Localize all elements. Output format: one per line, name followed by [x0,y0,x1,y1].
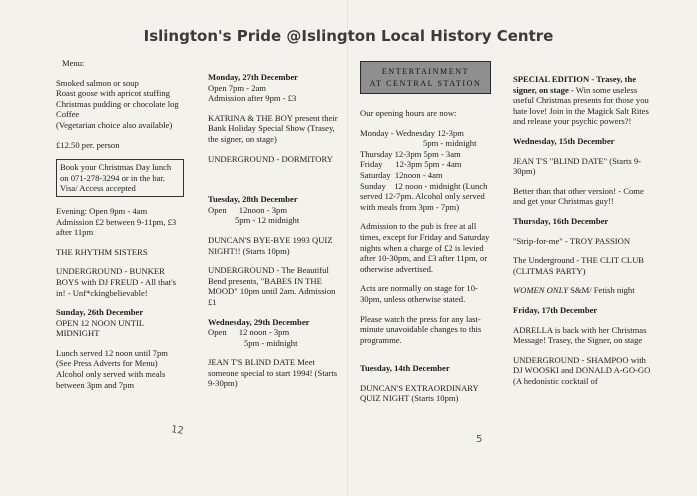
press-info: Please watch the press for any last-minute unavoidable changes to this programme. [360,313,482,345]
tuesday-hours-2: 5pm - 12 midnight [235,215,300,226]
tuesday-open-label: Open [208,204,227,215]
friday-17-act: ADRELLA is back with her Christmas Message! Trasey, the Signer, on stage [513,324,647,346]
monday-underground: UNDERGROUND - DORMITORY [208,153,333,164]
hours-mon-wed-evening: 5pm - midnight [423,138,477,149]
menu-label: Menu: [62,58,85,68]
special-text: - Win some useless useful Christmas presents for those you hate love! Join in the Magick Salt Rites and release your psychic powers?! [513,84,649,127]
underground-bunker: UNDERGROUND - BUNKER BOYS with DJ FREUD - All that's in! - Unf*ckingbelievable! [56,266,176,298]
wednesday-hours [208,327,338,338]
monday-admission: Admission after 9pm - £3 [208,93,297,104]
wednesday-heading: Wednesday, 29th December [208,316,310,327]
friday-17-heading: Friday, 17th December [513,304,598,315]
menu-price: £12.50 per. person [56,139,120,150]
tuesday-14-quiz: DUNCAN'S EXTRAORDINARY QUIZ NIGHT (Starts 10pm) [360,382,479,404]
banner-line-1: ENTERTAINMENT [381,66,470,76]
special-edition [513,74,655,127]
menu-item: (Vegetarian choice also available) [56,119,173,130]
wednesday-15-blind-date: JEAN T'S "BLIND DATE" (Starts 9-30pm) [513,155,641,177]
hours-saturday: Saturday 12noon - 4am [360,169,443,180]
friday-17-underground: UNDERGROUND - SHAMPOO with DJ WOOSKI and DONALD A-GO-GO (A hedonistic cocktail of [513,354,651,386]
tuesday-quiz: DUNCAN'S BYE-BYE 1993 QUIZ NIGHT!! (Starts 10pm) [208,234,333,256]
page-number-left: 12 [170,424,185,437]
monday-heading: Monday, 27th December [208,72,298,82]
hours-friday: Friday 12-3pm 5pm - 4am [360,159,462,170]
tuesday-14-heading: Tuesday, 14th December [360,363,450,374]
wednesday-hours-2: 5pm - midnight [244,337,298,348]
thursday-16-women-only [513,285,655,296]
tuesday-hours-1: 12noon - 3pm [238,204,287,215]
page-number-right: 5 [476,434,483,445]
sunday-open: OPEN 12 NOON UNTIL MIDNIGHT [56,317,144,339]
tuesday-heading: Tuesday, 28th December [208,194,298,205]
hours-sunday: Sunday 12 noon - midnight (Lunch served 12-7pm. Alcohol only served with meals from 3pm - 7pm) [360,180,490,212]
menu-item: Christmas pudding or chocolate log [56,98,179,109]
wednesday-15-text: Better than that other version! - Come and get your Christmas guy!! [513,185,644,207]
menu-item: Roast goose with apricot stuffing [56,88,170,99]
booking-box: Book your Christmas Day lunch on 071-278-3294 or in the bar. Visa/ Access accepted [56,159,184,197]
thursday-16-act: "Strip-for-me" - TROY PASSION [513,235,631,246]
menu-list [56,78,184,131]
wednesday-blind-date: JEAN T'S BLIND DATE Meet someone special to start 1994! (Starts 9-30pm) [208,357,338,389]
thursday-16-underground: The Underground - THE CLIT CLUB (CLITMAS PARTY) [513,255,645,276]
hours-thursday: Thursday 12-3pm 5pm - 3am [360,148,461,159]
banner-line-2: AT CENTRAL STATION [369,78,482,88]
thursday-16-heading: Thursday, 16th December [513,215,609,226]
wednesday-15-heading: Wednesday, 15th December [513,135,615,146]
column-christmas-day [56,58,184,399]
page-fold [347,0,348,496]
menu-item: Smoked salmon or soup [56,77,139,88]
act-rhythm-sisters: THE RHYTHM SISTERS [56,246,148,257]
hours-list [360,128,490,213]
hours-mon-wed: Monday - Wednesday 12-3pm [360,127,464,138]
women-only-label: WOMEN ONLY [513,285,568,296]
sunday-heading: Sunday, 26th December [56,307,144,318]
evening-info: Evening: Open 9pm - 4am Admission £2 between 9-11pm, £3 after 11pm [56,205,177,238]
column-dec-27-29 [208,72,338,398]
menu-item: Coffee [56,109,80,120]
monday-show: KATRINA & THE BOY present their Bank Holiday Special Show (Trasey, the signer, on stage) [208,112,338,144]
women-only-text: S&M/ Fetish night [567,285,635,296]
entertainment-banner [360,61,491,94]
tuesday-underground: UNDERGROUND - The Beautiful Bend presents, "BABES IN THE MOOD" 10pm until 2am. Admission £1 [208,265,336,307]
column-opening-hours [360,108,490,413]
acts-info: Acts are normally on stage for 10-30pm, unless otherwise stated. [360,283,478,304]
sunday-lunch: Lunch served 12 noon until 7pm (See Press Adverts for Menu) Alcohol only served with meals between 3pm and 7pm [56,347,168,390]
tuesday-hours [208,205,338,216]
admission-info: Admission to the pub is free at all times, except for Friday and Saturday nights when a charge of £2 is levied after 10-30pm, and £3 after 11pm, or otherwise advertised. [360,221,490,274]
hours-intro: Our opening hours are now: [360,108,457,118]
column-dec-14-17 [513,74,655,395]
wednesday-hours-1: 12 noon - 3pm [238,327,290,338]
monday-hours: Open 7pm - 2am [208,82,266,93]
wednesday-open-label: Open [208,327,227,338]
page-title: Islington's Pride @Islington Local History Centre [143,27,554,45]
special-heading: SPECIAL EDITION - Trasey, the signer, on stage [513,74,637,95]
